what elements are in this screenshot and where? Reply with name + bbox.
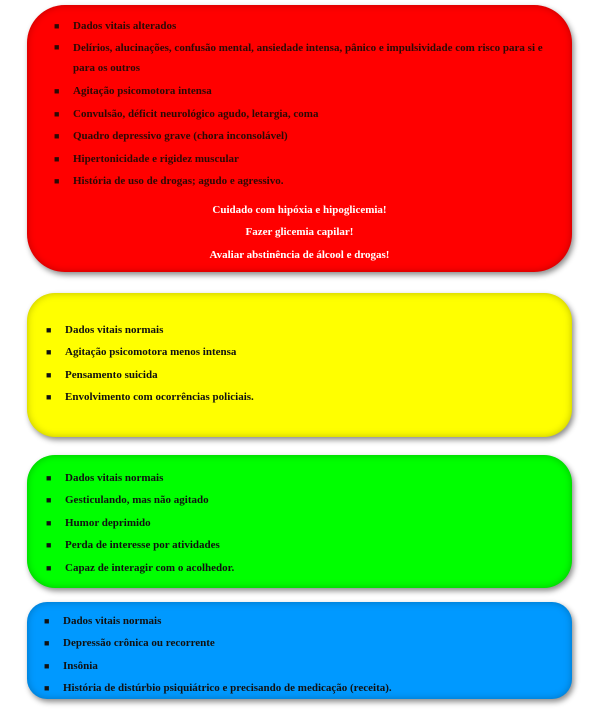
list-item: ■ Capaz de interagir com o acolhedor.: [41, 557, 558, 579]
list-item: ■ Convulsão, déficit neurológico agudo, letargia, coma: [49, 103, 554, 125]
blue-criteria-list: [39, 610, 560, 700]
red-warnings: [27, 199, 572, 266]
square-bullet-icon: ■: [46, 369, 52, 380]
yellow-priority-box: [27, 293, 572, 437]
square-bullet-icon: ■: [46, 562, 52, 573]
square-bullet-icon: ■: [44, 660, 50, 671]
warning-hypoxia: Cuidado com hipóxia e hipoglicemia!: [212, 204, 387, 216]
square-bullet-icon: ■: [46, 473, 52, 483]
square-bullet-icon: ■: [46, 495, 52, 506]
red-criteria-list: [49, 15, 554, 192]
square-bullet-icon: ■: [44, 638, 50, 649]
list-item: ■ Humor deprimido: [41, 512, 558, 534]
list-item: ■ Agitação psicomotora menos intensa: [41, 341, 558, 363]
list-item: ■ História de uso de drogas; agudo e agressivo.: [49, 170, 554, 192]
list-item: ■ Dados vitais normais: [41, 319, 558, 341]
warning-abstinence: Avaliar abstinência de álcool e drogas!: [209, 248, 390, 261]
square-bullet-icon: ■: [46, 347, 52, 358]
square-bullet-icon: ■: [54, 21, 60, 31]
square-bullet-icon: ■: [54, 86, 60, 97]
list-item: ■ História de distúrbio psiquiátrico e precisando de medicação (receita).: [39, 677, 560, 699]
warning-glycemia: Fazer glicemia capilar!: [245, 226, 354, 239]
square-bullet-icon: ■: [44, 683, 50, 694]
list-item: ■ Dados vitais normais: [39, 610, 560, 632]
list-item: ■ Insônia: [39, 655, 560, 677]
square-bullet-icon: ■: [44, 616, 50, 626]
list-item: ■ Agitação psicomotora intensa: [49, 80, 554, 102]
list-item: ■ Pensamento suicida: [41, 364, 558, 386]
square-bullet-icon: ■: [54, 153, 60, 164]
list-item: ■ Hipertonicidade e rigidez muscular: [49, 148, 554, 170]
list-item: ■ Delírios, alucinações, confusão mental, ansiedade intensa, pânico e impulsividade com risco para si e para os outros: [49, 37, 554, 80]
square-bullet-icon: ■: [54, 108, 60, 119]
list-item: ■ Envolvimento com ocorrências policiais.: [41, 386, 558, 408]
green-priority-box: [27, 455, 572, 588]
list-item: ■ Quadro depressivo grave (chora inconsolável): [49, 125, 554, 147]
blue-priority-box: [27, 602, 572, 699]
list-item: ■ Perda de interesse por atividades: [41, 534, 558, 556]
yellow-criteria-list: [41, 319, 558, 409]
list-item: ■ Dados vitais normais: [41, 467, 558, 489]
list-item: ■ Gesticulando, mas não agitado: [41, 489, 558, 511]
square-bullet-icon: ■: [46, 517, 52, 528]
red-priority-box: [27, 5, 572, 272]
square-bullet-icon: ■: [54, 176, 60, 187]
square-bullet-icon: ■: [46, 392, 52, 403]
square-bullet-icon: ■: [54, 131, 60, 142]
square-bullet-icon: ■: [46, 325, 52, 335]
list-item: ■ Dados vitais alterados: [49, 15, 554, 37]
green-criteria-list: [41, 467, 558, 579]
square-bullet-icon: ■: [46, 540, 52, 551]
square-bullet-icon: ■: [54, 42, 60, 53]
list-item: ■ Depressão crônica ou recorrente: [39, 632, 560, 654]
